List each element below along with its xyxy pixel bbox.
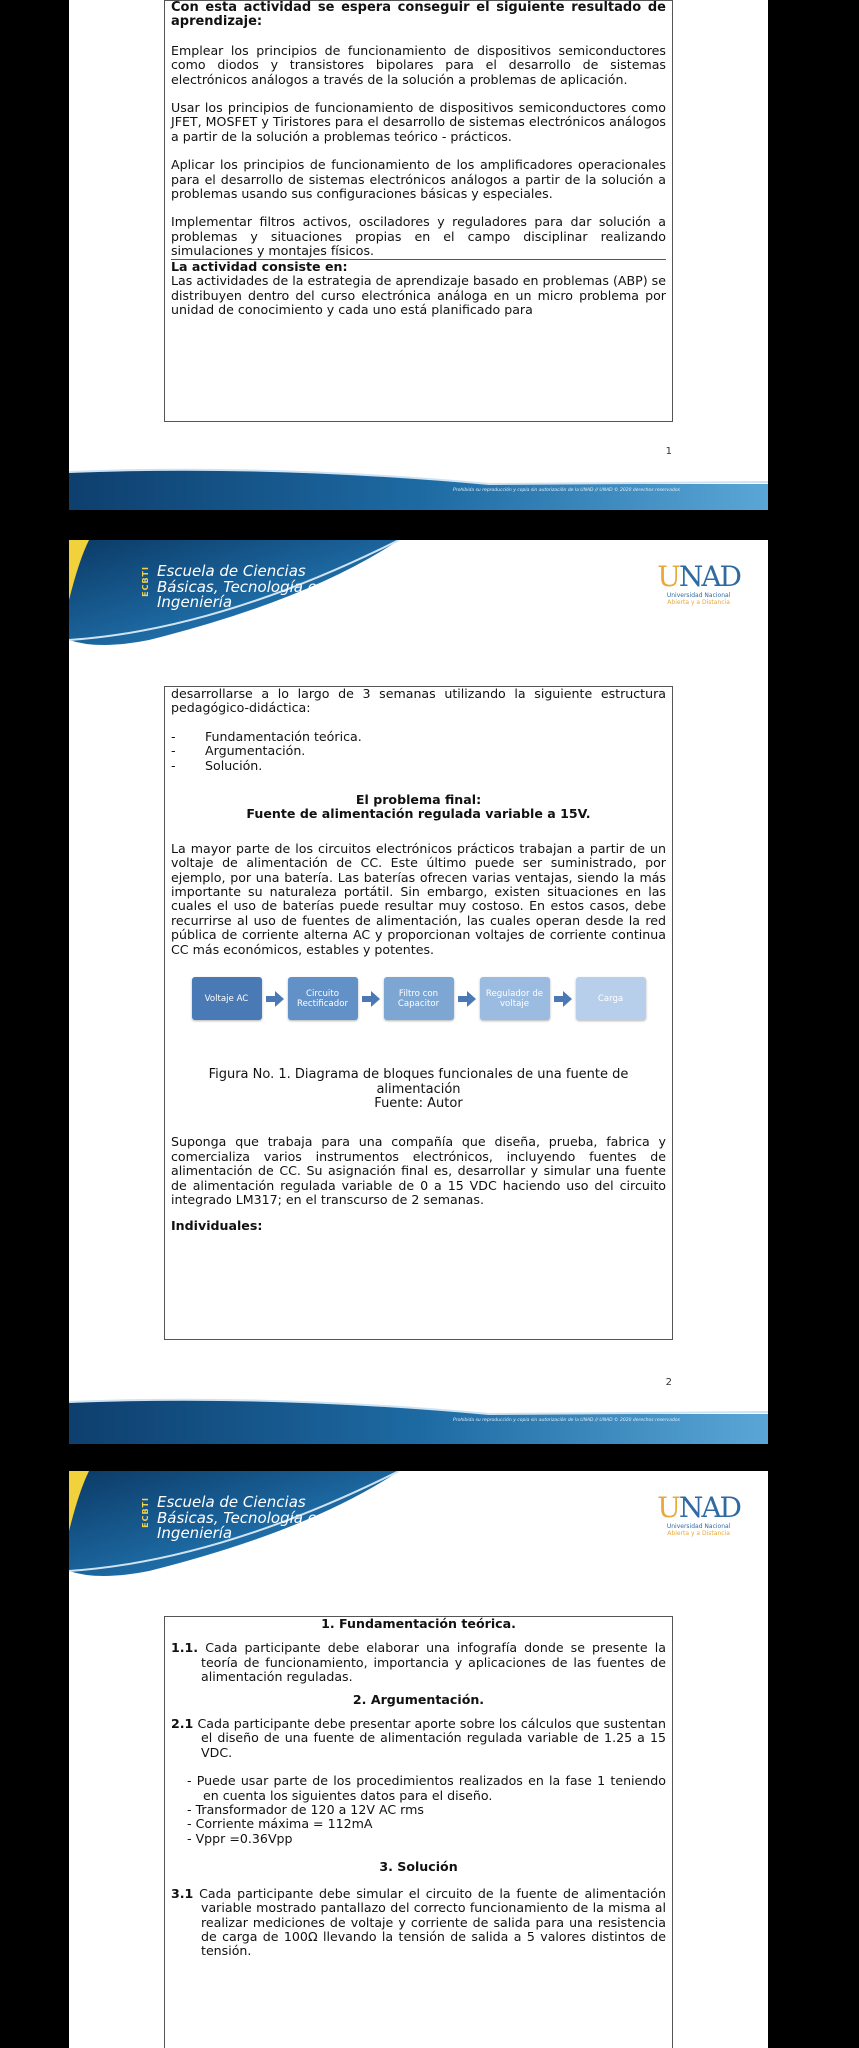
unad-logo: UNAD Universidad Nacional Abierta y a Distancia: [657, 560, 740, 606]
list-item: - Fundamentación teórica.: [171, 728, 362, 744]
list-item: - Solución.: [171, 757, 263, 773]
footer-copyright-text: Prohibida su reproducción y copia sin autorización de la UNAD // UNAD © 2020 derechos reservados: [453, 1418, 680, 1423]
figure-caption: Figura No. 1. Diagrama de bloques funcionales de una fuente de alimentación: [208, 1067, 629, 1097]
section-heading: 1. Fundamentación teórica.: [321, 1616, 516, 1631]
problem-paragraph: La mayor parte de los circuitos electrónicos prácticos trabajan a partir de un voltaje de alimentación de CC. Este último puede ser suministrado, por ejemplo, por una batería. Las baterías ofrecen varias ventajas, siendo la más importante su naturaleza portátil. Sin embargo, existen situaciones en las cuales el uso de baterías puede resultar muy costoso. En estos casos, debe recurrirse al uso de fuentes de alimentación, las cuales operan desde la red pública de corriente alterna AC y proporcionan voltajes de corriente continua CC más económicos, estables y potentes.: [171, 840, 666, 957]
outcome-paragraph: Implementar filtros activos, osciladores y reguladores para dar solución a problemas y situaciones propias en el campo disciplinar realizando simulaciones y montajes físicos.: [171, 214, 666, 259]
page-footer: [69, 464, 768, 510]
school-name: Escuela de Ciencias Básicas, Tecnología e Ingeniería: [157, 1493, 317, 1542]
list-item: - Transformador de 120 a 12V AC rms: [187, 1802, 424, 1818]
school-name: Escuela de Ciencias Básicas, Tecnología e Ingeniería: [157, 562, 317, 611]
page-header: [69, 540, 768, 650]
outcome-paragraph: Emplear los principios de funcionamiento de dispositivos semiconductores como diodos y transistores bipolares para el desarrollo de sistemas electrónicos análogos a través de la solución a problemas de aplicación.: [171, 42, 666, 87]
activity-heading: La actividad consiste en:: [171, 258, 348, 274]
activity-paragraph: Las actividades de la estrategia de aprendizaje basado en problemas (ABP) se distribuyen dentro del curso electrónica análoga en un micro problema por unidad de conocimiento y cada uno está planificado para: [171, 273, 666, 317]
item-1-1: 1.1. Cada participante debe elaborar una infografía donde se presente la teoría de funcionamiento, importancia y aplicaciones de las fuentes de alimentación reguladas.: [171, 1640, 666, 1685]
footer-copyright-text: Prohibida su reproducción y copia sin autorización de la UNAD // UNAD © 2020 derechos reservados: [453, 488, 680, 493]
outcome-paragraph: Aplicar los principios de funcionamiento de los amplificadores operacionales para el desarrollo de sistemas electrónicos análogos a partir de la solución a problemas usando sus configuraciones básicas y especiales.: [171, 157, 666, 202]
page-header: [69, 1471, 768, 1581]
block-voltaje-ac: Voltaje AC: [192, 977, 262, 1020]
learning-outcome-heading: Con esta actividad se espera conseguir el siguiente resultado de aprendizaje:: [171, 0, 666, 30]
arrow-right-icon: [362, 991, 380, 1007]
problem-title: El problema final:: [355, 792, 482, 808]
block-carga: Carga: [576, 977, 646, 1020]
assignment-paragraph: Suponga que trabaja para una compañía que diseña, prueba, fabrica y comercializa varios instrumentos electrónicos, incluyendo fuentes de alimentación de CC. Su asignación final es, desarrollar y simular una fuente de alimentación regulada variable de 0 a 15 VDC haciendo uso del circuito integrado LM317; en el transcurso de 2 semanas.: [171, 1134, 666, 1207]
block-diagram: [171, 977, 666, 1020]
document-page-3: [69, 1471, 768, 2048]
document-page-1: [69, 0, 768, 510]
page-number: 2: [665, 1377, 672, 1388]
item-3-1: 3.1 Cada participante debe simular el circuito de la fuente de alimentación variable mostrado pantallazo del correcto funcionamiento de la misma al realizar mediciones de voltaje y corriente de salida para una resistencia de carga de 100Ω llevando la tensión de salida a 5 valores distintos de tensión.: [171, 1885, 666, 1959]
problem-subtitle: Fuente de alimentación regulada variable a 15V.: [246, 806, 591, 822]
structure-intro: desarrollarse a lo largo de 3 semanas utilizando la siguiente estructura pedagógico-didáctica:: [171, 686, 666, 716]
school-abbreviation: ECBTI: [141, 566, 150, 597]
content-frame: [164, 686, 673, 1340]
section-heading: 3. Solución: [379, 1859, 458, 1875]
block-filtro-capacitor: Filtro con Capacitor: [384, 977, 454, 1020]
list-item: - Argumentación.: [171, 743, 306, 759]
item-2-1: 2.1 Cada participante debe presentar aporte sobre los cálculos que sustentan el diseño de una fuente de alimentación regulada variable de 1.25 a 15 VDC.: [171, 1716, 666, 1760]
outcome-paragraph: Usar los principios de funcionamiento de dispositivos semiconductores como JFET, MOSFET y Tiristores para el desarrollo de sistemas electrónicos análogos a partir de la solución a problemas teórico - prácticos.: [171, 100, 666, 144]
arrow-right-icon: [458, 991, 476, 1007]
page-number: 1: [665, 446, 672, 457]
unad-logo: UNAD Universidad Nacional Abierta y a Distancia: [657, 1491, 740, 1537]
figure-source: Fuente: Autor: [374, 1095, 463, 1111]
block-circuito-rectificador: Circuito Rectificador: [288, 977, 358, 1020]
document-page-2: [69, 540, 768, 1444]
block-regulador-voltaje: Regulador de voltaje: [480, 977, 550, 1020]
list-item: - Vppr =0.36Vpp: [187, 1830, 293, 1846]
footer-wave-graphic: [69, 464, 768, 510]
individuales-heading: Individuales:: [171, 1218, 263, 1234]
page-footer: [69, 1394, 768, 1444]
content-frame: [164, 0, 673, 422]
section-heading: 2. Argumentación.: [352, 1691, 485, 1707]
arrow-right-icon: [266, 991, 284, 1007]
arrow-right-icon: [554, 991, 572, 1007]
list-item: - Corriente máxima = 112mA: [187, 1816, 373, 1832]
school-abbreviation: ECBTI: [141, 1497, 150, 1528]
list-item: - Puede usar parte de los procedimientos realizados en la fase 1 teniendo en cuenta los siguientes datos para el diseño.: [187, 1773, 666, 1803]
content-frame: [164, 1616, 673, 2048]
